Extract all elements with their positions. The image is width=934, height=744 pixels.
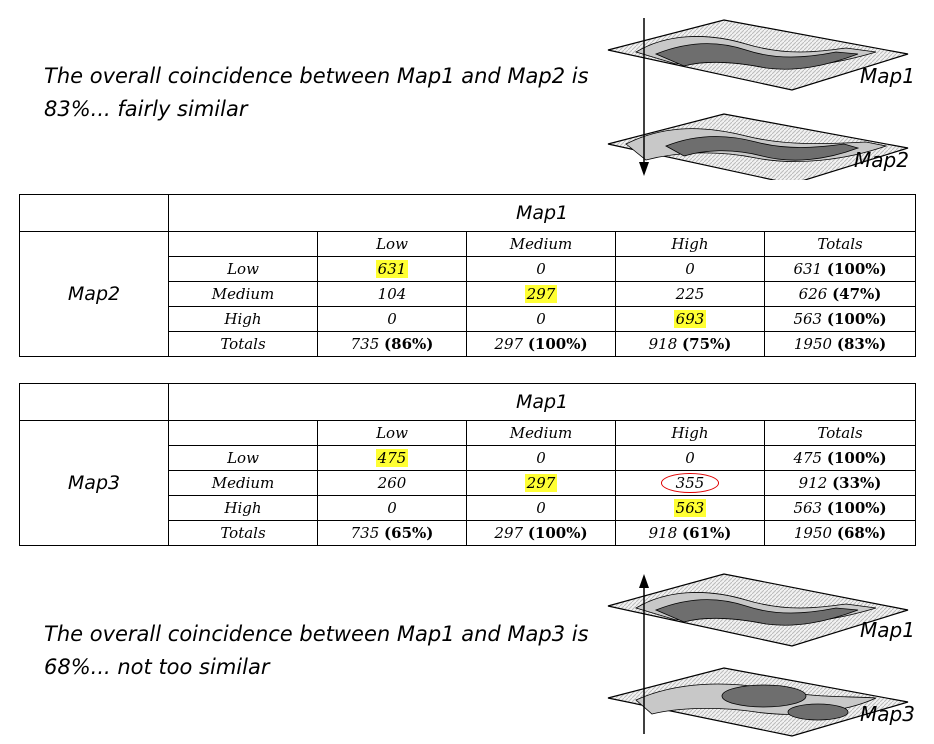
row-header: Totals: [169, 332, 318, 357]
map-label-top-upper: Map1: [860, 64, 915, 88]
row-map-title: Map2: [20, 232, 169, 357]
cell: [616, 496, 765, 521]
cell: 225: [616, 282, 765, 307]
up-arrow-head: [639, 574, 649, 588]
col-total: 297 (100%): [467, 332, 616, 357]
row-header: Medium: [169, 282, 318, 307]
col-header: Low: [318, 421, 467, 446]
col-header: Medium: [467, 232, 616, 257]
cell: 0: [318, 307, 467, 332]
map-label-bottom-lower: Map3: [860, 702, 915, 726]
row-header: High: [169, 496, 318, 521]
header-spacer: [169, 421, 318, 446]
row-total: 475 (100%): [765, 446, 916, 471]
col-total: 918 (75%): [616, 332, 765, 357]
row-map-title: Map3: [20, 421, 169, 546]
map3-dark-zone-2: [788, 704, 848, 720]
caption-top: The overall coincidence between Map1 and Map2 is 83%... fairly similar: [44, 64, 589, 121]
column-map-title: Map1: [169, 195, 916, 232]
crosstab-map1-map2: [19, 194, 916, 357]
grand-total: 1950 (68%): [765, 521, 916, 546]
row-header: Totals: [169, 521, 318, 546]
cell: 260: [318, 471, 467, 496]
grand-total: 1950 (83%): [765, 332, 916, 357]
cell: 0: [467, 496, 616, 521]
diagonal-value: 297: [526, 285, 556, 303]
diagonal-value: 631: [377, 260, 407, 278]
diagonal-value: 297: [526, 474, 556, 492]
row-header: Low: [169, 257, 318, 282]
cell: [616, 471, 765, 496]
col-total: 297 (100%): [467, 521, 616, 546]
row-total: 563 (100%): [765, 496, 916, 521]
cell: 0: [318, 496, 467, 521]
col-total: 735 (65%): [318, 521, 467, 546]
map3-dark-zone: [722, 685, 806, 707]
caption-bottom: The overall coincidence between Map1 and Map3 is 68%... not too similar: [44, 622, 589, 679]
cell: 0: [467, 257, 616, 282]
cell: 0: [616, 257, 765, 282]
cell: 104: [318, 282, 467, 307]
diagonal-value: 475: [377, 449, 407, 467]
col-header: Totals: [765, 421, 916, 446]
cell: [467, 471, 616, 496]
header-spacer: [169, 232, 318, 257]
map-label-top-lower: Map2: [854, 148, 909, 172]
col-header: High: [616, 232, 765, 257]
map-label-bottom-upper: Map1: [860, 618, 915, 642]
cell: [467, 282, 616, 307]
row-header: Medium: [169, 471, 318, 496]
col-total: 918 (61%): [616, 521, 765, 546]
col-header: Totals: [765, 232, 916, 257]
col-header: High: [616, 421, 765, 446]
row-header: Low: [169, 446, 318, 471]
cell: 0: [467, 307, 616, 332]
row-total: 912 (33%): [765, 471, 916, 496]
down-arrow-head: [639, 162, 649, 176]
row-total: 626 (47%): [765, 282, 916, 307]
corner-cell: [20, 195, 169, 232]
row-total: 563 (100%): [765, 307, 916, 332]
cell: 0: [467, 446, 616, 471]
cell: [616, 307, 765, 332]
diagonal-value: 693: [675, 310, 705, 328]
cell: 0: [616, 446, 765, 471]
corner-cell: [20, 384, 169, 421]
crosstab-map1-map3: [19, 383, 916, 546]
cell: [318, 257, 467, 282]
circled-value: 355: [661, 473, 720, 493]
column-map-title: Map1: [169, 384, 916, 421]
cell: [318, 446, 467, 471]
row-header: High: [169, 307, 318, 332]
diagonal-value: 563: [675, 499, 705, 517]
col-header: Medium: [467, 421, 616, 446]
col-header: Low: [318, 232, 467, 257]
row-total: 631 (100%): [765, 257, 916, 282]
col-total: 735 (86%): [318, 332, 467, 357]
